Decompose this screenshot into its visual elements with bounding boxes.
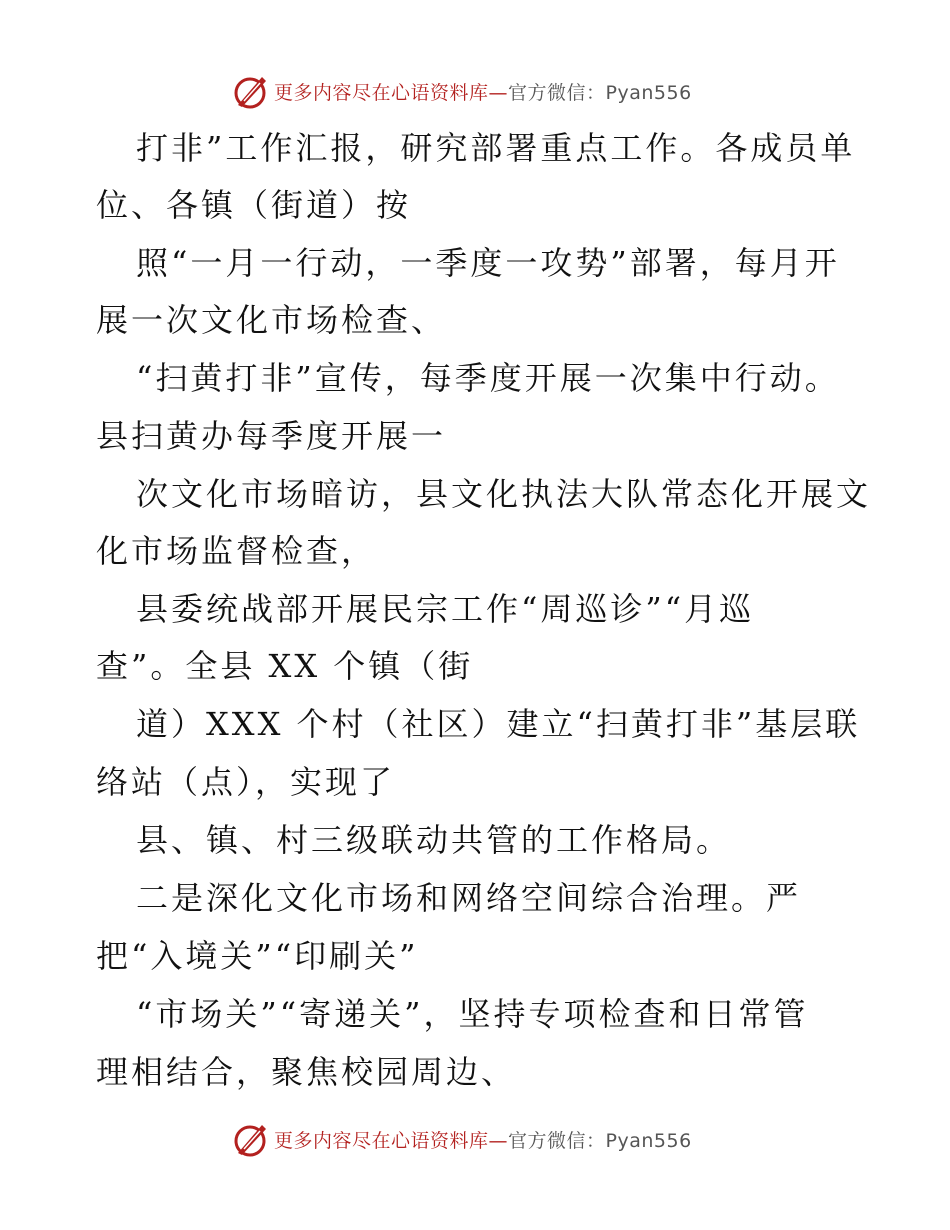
paragraph-line: 二是深化文化市场和网络空间综合治理。严 bbox=[136, 879, 802, 917]
watermark-site-text: 更多内容尽在心语资料库 bbox=[274, 81, 489, 104]
watermark-wechat-text: 官方微信：Pyan556 bbox=[508, 1129, 692, 1152]
paragraph-line: 位、各镇（街道）按 bbox=[96, 186, 412, 224]
watermark-wechat-text: 官方微信：Pyan556 bbox=[508, 81, 692, 104]
paragraph-line: 展一次文化市场检查、 bbox=[96, 301, 447, 339]
paragraph-line: “扫黄打非”宣传，每季度开展一次集中行动。 bbox=[136, 359, 840, 397]
quill-pen-icon bbox=[232, 1119, 272, 1159]
watermark-separator: — bbox=[488, 81, 509, 104]
paragraph-line: 次文化市场暗访，县文化执法大队常态化开展文 bbox=[136, 475, 872, 513]
watermark-site-text: 更多内容尽在心语资料库 bbox=[274, 1129, 489, 1152]
paragraph-line: 化市场监督检查， bbox=[96, 532, 377, 570]
paragraph-line: 县委统战部开展民宗工作“周巡诊”“月巡 bbox=[136, 590, 755, 628]
paragraph-line: 把“入境关”“印刷关” bbox=[96, 937, 419, 975]
paragraph-line: 查”。全县 XX 个镇（街 bbox=[96, 647, 474, 685]
paragraph-line: 络站（点），实现了 bbox=[96, 763, 396, 801]
paragraph-line: 照“一月一行动，一季度一攻势”部署，每月开 bbox=[136, 244, 840, 282]
watermark-separator: — bbox=[488, 1129, 509, 1152]
paragraph-line: 县扫黄办每季度开展一 bbox=[96, 417, 447, 455]
paragraph-line: 道）XXX 个村（社区）建立“扫黄打非”基层联 bbox=[136, 705, 861, 743]
paragraph-line: 打非”工作汇报，研究部署重点工作。各成员单 bbox=[136, 129, 856, 167]
quill-pen-icon bbox=[232, 71, 272, 111]
watermark-banner-bottom bbox=[232, 1119, 692, 1159]
paragraph-line: 县、镇、村三级联动共管的工作格局。 bbox=[136, 821, 732, 859]
paragraph-line: “市场关”“寄递关”，坚持专项检查和日常管 bbox=[136, 995, 809, 1033]
watermark-banner-top bbox=[232, 71, 692, 111]
paragraph-line: 理相结合，聚焦校园周边、 bbox=[96, 1053, 517, 1091]
